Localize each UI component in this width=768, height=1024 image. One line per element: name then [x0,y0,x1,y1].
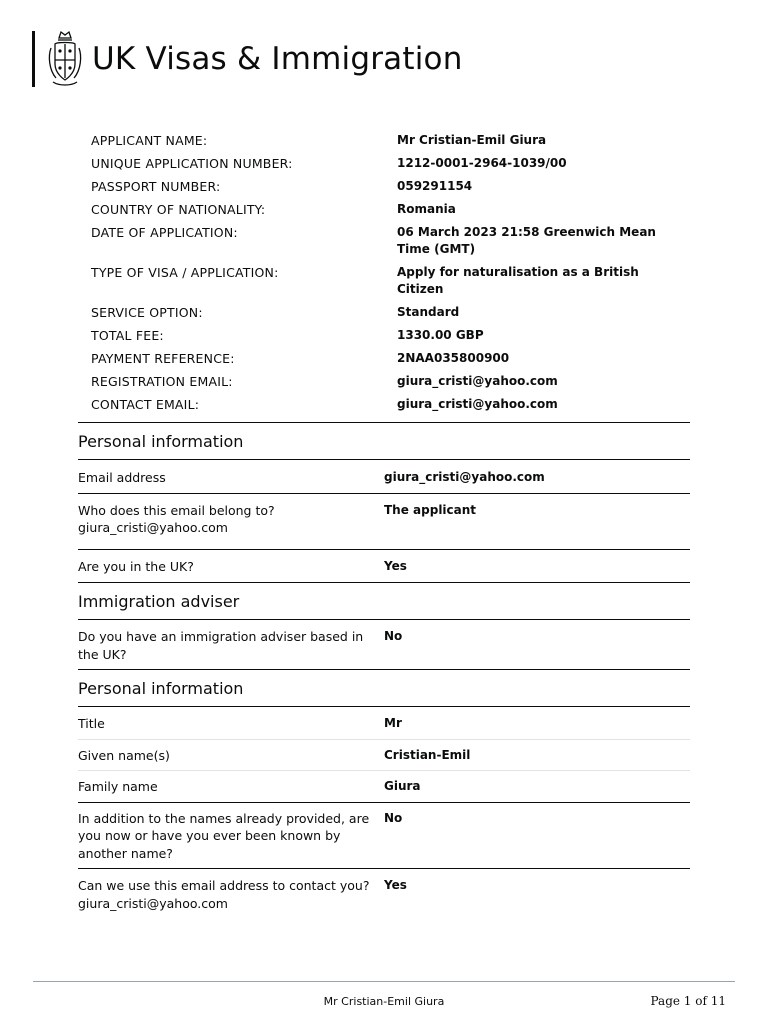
question-row-given-names [78,740,690,772]
summary-label: TOTAL FEE: [91,328,164,343]
royal-crest-icon [47,30,83,88]
question-row-adviser [78,620,690,669]
summary-label: DATE OF APPLICATION: [91,225,238,240]
answer-value: No [384,810,403,825]
question-text: Who does this email belong to? [78,502,275,518]
question-label: Title [78,716,105,731]
question-label: Do you have an immigration adviser based in the UK? [78,629,364,662]
question-row-email [78,460,690,494]
summary-label: REGISTRATION EMAIL: [91,374,233,389]
footer-applicant-name: Mr Cristian-Emil Giura [323,995,445,1008]
question-text: Can we use this email address to contact you? [78,878,370,893]
question-row-family-name [78,771,690,803]
section-heading-personal-information: Personal information [78,422,690,460]
header-divider [32,31,35,87]
summary-value: 2NAA035800900 [397,351,510,365]
summary-label: PAYMENT REFERENCE: [91,351,235,366]
answer-value: Yes [384,878,407,892]
summary-label: SERVICE OPTION: [91,305,203,320]
answer-value: Cristian-Emil [384,747,471,762]
summary-label: COUNTRY OF NATIONALITY: [91,202,266,217]
footer-divider [33,981,735,982]
question-label: Email address [78,470,166,485]
question-label: Family name [78,779,158,794]
summary-value: 059291154 [397,179,473,193]
question-label [78,877,384,912]
summary-value: Mr Cristian-Emil Giura [397,133,547,147]
question-label: Are you in the UK? [78,558,194,574]
summary-label: TYPE OF VISA / APPLICATION: [91,265,279,280]
question-email: giura_cristi@yahoo.com [78,895,228,911]
page-title: UK Visas & Immigration [92,41,463,77]
section-heading-immigration-adviser: Immigration adviser [78,582,690,620]
question-label: Given name(s) [78,747,170,763]
summary-row [91,350,691,367]
question-row-other-names [78,803,690,870]
section-heading-personal-information: Personal information [78,669,690,707]
question-row-in-uk [78,550,690,583]
answer-value: No [384,629,403,643]
summary-row [91,224,691,258]
page-number: Page 1 of 11 [650,994,726,1008]
answer-value: Giura [384,779,421,793]
question-row-title [78,707,690,740]
answer-value: Yes [384,558,407,573]
summary-value: Romania [397,202,456,216]
summary-label: CONTACT EMAIL: [91,397,200,412]
application-summary [91,132,691,419]
summary-value: giura_cristi@yahoo.com [397,374,558,388]
summary-row [91,132,691,149]
question-email: giura_cristi@yahoo.com [78,520,228,535]
summary-row [91,373,691,390]
summary-row [91,264,691,298]
summary-value: 1330.00 GBP [397,328,484,342]
application-sections [78,422,690,918]
summary-row [91,396,691,413]
question-label: In addition to the names already provided, are you now or have you ever been known by another name? [78,810,370,861]
answer-value: Mr [384,716,402,730]
answer-value: giura_cristi@yahoo.com [384,470,545,484]
question-row-email-owner [78,494,690,550]
question-label [78,502,384,537]
summary-value: giura_cristi@yahoo.com [397,397,558,411]
summary-row [91,327,691,344]
page-header [32,30,463,88]
question-row-contact-email [78,869,690,918]
summary-row [91,201,691,218]
summary-value: Standard [397,305,460,319]
summary-row [91,155,691,172]
summary-row [91,178,691,195]
summary-value: Apply for naturalisation as a British Citizen [397,265,639,296]
summary-label: UNIQUE APPLICATION NUMBER: [91,156,293,171]
answer-value: The applicant [384,502,477,517]
summary-row [91,304,691,321]
summary-label: APPLICANT NAME: [91,133,208,148]
summary-value: 1212-0001-2964-1039/00 [397,156,567,170]
summary-value: 06 March 2023 21:58 Greenwich Mean Time (GMT) [397,225,656,256]
summary-label: PASSPORT NUMBER: [91,179,221,194]
